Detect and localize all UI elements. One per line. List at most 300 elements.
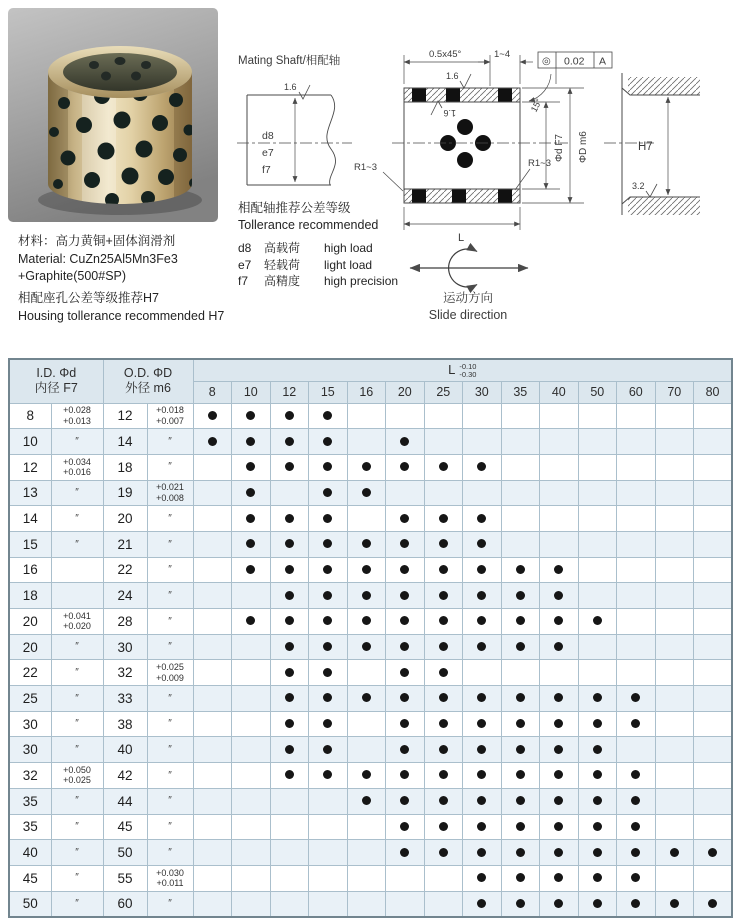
length-availability-cell	[694, 429, 733, 455]
length-availability-cell	[655, 840, 694, 866]
id-tolerance-cell	[51, 686, 103, 712]
length-availability-cell	[617, 506, 656, 532]
l-column-header: 30	[463, 381, 502, 403]
availability-dot	[516, 693, 525, 702]
length-availability-cell	[270, 865, 309, 891]
length-availability-cell	[232, 403, 271, 429]
id-value-cell: 16	[9, 557, 51, 583]
length-availability-cell	[424, 480, 463, 506]
id-header-line2: 内径 F7	[34, 381, 78, 396]
length-availability-cell	[232, 763, 271, 789]
length-availability-cell	[347, 814, 386, 840]
length-availability-cell	[501, 891, 540, 917]
id-tolerance-cell	[51, 429, 103, 455]
table-row	[9, 788, 732, 814]
grade-e7-label: e7	[262, 147, 274, 159]
availability-dot	[323, 462, 332, 471]
grade-cn: 高载荷	[264, 241, 301, 255]
availability-dot	[439, 565, 448, 574]
availability-dot	[516, 719, 525, 728]
availability-dot	[477, 693, 486, 702]
length-availability-cell	[270, 480, 309, 506]
availability-dot	[400, 848, 409, 857]
length-availability-cell	[501, 865, 540, 891]
availability-dot	[362, 642, 371, 651]
availability-dot	[400, 668, 409, 677]
grade-code: e7	[238, 257, 252, 272]
length-availability-cell	[424, 429, 463, 455]
od-value-cell: 33	[103, 686, 147, 712]
grade-legend	[238, 240, 398, 290]
length-availability-cell	[617, 711, 656, 737]
ditto-mark: ″	[75, 744, 79, 756]
availability-dot	[208, 411, 217, 420]
length-availability-cell	[694, 557, 733, 583]
length-availability-cell	[463, 788, 502, 814]
ditto-mark: ″	[75, 666, 79, 678]
length-availability-cell	[309, 454, 348, 480]
id-tolerance-cell	[51, 660, 103, 686]
length-availability-cell	[694, 506, 733, 532]
length-availability-cell	[655, 403, 694, 429]
availability-dot	[593, 848, 602, 857]
length-availability-cell	[386, 583, 425, 609]
table-row	[9, 865, 732, 891]
section-diagram	[354, 49, 612, 244]
length-availability-cell	[578, 583, 617, 609]
length-availability-cell	[578, 865, 617, 891]
id-value-cell: 12	[9, 454, 51, 480]
availability-dot	[631, 873, 640, 882]
od-value-cell: 21	[103, 531, 147, 557]
length-availability-cell	[232, 711, 271, 737]
availability-dot	[362, 693, 371, 702]
availability-dot	[477, 514, 486, 523]
availability-dot	[400, 796, 409, 805]
availability-dot	[554, 848, 563, 857]
length-availability-cell	[270, 660, 309, 686]
length-availability-cell	[578, 814, 617, 840]
od-header-line2: 外径 m6	[125, 381, 171, 396]
length-availability-cell	[347, 840, 386, 866]
od-tolerance-cell: +0.018 +0.007	[147, 403, 193, 429]
length-availability-cell	[463, 763, 502, 789]
length-availability-cell	[270, 814, 309, 840]
length-availability-cell	[386, 609, 425, 635]
table-row	[9, 840, 732, 866]
od-value-cell: 38	[103, 711, 147, 737]
length-availability-cell	[270, 788, 309, 814]
length-availability-cell	[193, 763, 232, 789]
length-availability-cell	[540, 763, 579, 789]
availability-dot	[285, 668, 294, 677]
length-availability-cell	[578, 840, 617, 866]
availability-dot	[285, 693, 294, 702]
ditto-mark: ″	[75, 487, 79, 499]
grade-f7-label: f7	[262, 164, 271, 176]
length-availability-cell	[309, 531, 348, 557]
length-availability-cell	[578, 788, 617, 814]
table-row	[9, 557, 732, 583]
length-availability-cell	[193, 531, 232, 557]
id-value-cell: 35	[9, 814, 51, 840]
ditto-mark: ″	[168, 615, 172, 627]
availability-dot	[477, 462, 486, 471]
availability-dot	[516, 822, 525, 831]
chamfer-label: 0.5x45°	[429, 49, 462, 60]
id-tolerance-cell	[51, 557, 103, 583]
length-availability-cell	[232, 660, 271, 686]
length-availability-cell	[540, 788, 579, 814]
availability-dot	[285, 411, 294, 420]
availability-dot	[400, 642, 409, 651]
length-availability-cell	[309, 891, 348, 917]
id-tolerance-cell: +0.041 +0.020	[51, 609, 103, 635]
id-tolerance-cell: +0.028 +0.013	[51, 403, 103, 429]
length-availability-cell	[424, 814, 463, 840]
length-availability-cell	[386, 557, 425, 583]
length-availability-cell	[270, 454, 309, 480]
availability-dot	[554, 899, 563, 908]
availability-dot	[323, 719, 332, 728]
length-availability-cell	[309, 763, 348, 789]
ditto-mark: ″	[75, 512, 79, 524]
availability-dot	[400, 693, 409, 702]
od-tolerance-cell	[147, 788, 193, 814]
length-availability-cell	[386, 506, 425, 532]
length-availability-cell	[270, 506, 309, 532]
length-availability-cell	[694, 711, 733, 737]
length-availability-cell	[617, 686, 656, 712]
availability-dot	[593, 616, 602, 625]
slide-direction-cn: 运动方向	[442, 291, 494, 305]
availability-dot	[285, 514, 294, 523]
l-column-header: 80	[694, 381, 733, 403]
length-availability-cell	[386, 454, 425, 480]
id-value-cell: 10	[9, 429, 51, 455]
availability-dot	[439, 642, 448, 651]
table-row	[9, 429, 732, 455]
id-tolerance-cell	[51, 711, 103, 737]
id-column-header	[9, 359, 103, 403]
length-availability-cell	[694, 480, 733, 506]
ditto-mark: ″	[168, 641, 172, 653]
length-availability-cell	[386, 634, 425, 660]
availability-dot	[631, 693, 640, 702]
ditto-mark: ″	[75, 718, 79, 730]
availability-dot	[477, 899, 486, 908]
availability-dot	[631, 899, 640, 908]
length-availability-cell	[232, 686, 271, 712]
ditto-mark: ″	[75, 692, 79, 704]
length-availability-cell	[386, 763, 425, 789]
availability-dot	[246, 565, 255, 574]
length-availability-cell	[655, 480, 694, 506]
shaft-tolerance-cn: 相配轴推荐公差等级	[238, 201, 351, 215]
id-value-cell: 14	[9, 506, 51, 532]
length-availability-cell	[578, 634, 617, 660]
length-availability-cell	[501, 531, 540, 557]
availability-dot	[246, 514, 255, 523]
availability-dot	[246, 437, 255, 446]
surface-finish-icon	[646, 184, 657, 197]
length-availability-cell	[424, 788, 463, 814]
plug-depth-label: 1~4	[494, 49, 511, 60]
table-row	[9, 531, 732, 557]
length-availability-cell	[270, 634, 309, 660]
length-availability-cell	[540, 660, 579, 686]
id-tolerance-cell	[51, 840, 103, 866]
length-availability-cell	[617, 840, 656, 866]
availability-dot	[323, 642, 332, 651]
od-column-header	[103, 359, 193, 403]
availability-dot	[362, 770, 371, 779]
length-availability-cell	[463, 840, 502, 866]
availability-dot	[516, 770, 525, 779]
ditto-mark: ″	[168, 769, 172, 781]
length-availability-cell	[694, 737, 733, 763]
table-row	[9, 891, 732, 917]
availability-dot	[477, 848, 486, 857]
id-value-cell: 8	[9, 403, 51, 429]
length-availability-cell	[617, 814, 656, 840]
length-availability-cell	[578, 711, 617, 737]
availability-dot	[554, 719, 563, 728]
length-availability-cell	[347, 865, 386, 891]
length-availability-cell	[655, 454, 694, 480]
length-availability-cell	[694, 660, 733, 686]
availability-dot	[516, 745, 525, 754]
length-availability-cell	[270, 429, 309, 455]
l-tolerance-upper: -0.10	[459, 361, 477, 371]
availability-dot	[439, 539, 448, 548]
availability-dot	[554, 796, 563, 805]
availability-dot	[323, 591, 332, 600]
mating-shaft-diagram	[237, 53, 352, 185]
ditto-mark: ″	[168, 538, 172, 550]
length-availability-cell	[193, 660, 232, 686]
length-availability-cell	[463, 865, 502, 891]
length-availability-cell	[540, 865, 579, 891]
availability-dot	[439, 514, 448, 523]
l-column-header: 25	[424, 381, 463, 403]
id-value-cell: 22	[9, 660, 51, 686]
availability-dot	[439, 719, 448, 728]
length-availability-cell	[386, 814, 425, 840]
length-availability-cell	[309, 583, 348, 609]
length-availability-cell	[463, 583, 502, 609]
l-column-header: 70	[655, 381, 694, 403]
length-availability-cell	[424, 506, 463, 532]
id-tolerance-cell	[51, 788, 103, 814]
housing-finish-label: 3.2	[632, 181, 645, 191]
length-availability-cell	[501, 609, 540, 635]
length-availability-cell	[463, 609, 502, 635]
length-availability-cell	[463, 403, 502, 429]
table-row	[9, 660, 732, 686]
length-availability-cell	[694, 531, 733, 557]
availability-dot	[362, 591, 371, 600]
length-availability-cell	[655, 891, 694, 917]
length-availability-cell	[347, 609, 386, 635]
length-availability-cell	[232, 583, 271, 609]
grade-cn: 轻载荷	[264, 257, 301, 272]
grade-row	[238, 257, 398, 274]
od-tolerance-cell	[147, 737, 193, 763]
length-availability-cell	[463, 686, 502, 712]
length-availability-cell	[386, 480, 425, 506]
availability-dot	[439, 770, 448, 779]
od-value-cell: 12	[103, 403, 147, 429]
length-availability-cell	[193, 737, 232, 763]
availability-dot	[246, 488, 255, 497]
length-availability-cell	[193, 480, 232, 506]
availability-dot	[593, 770, 602, 779]
length-availability-cell	[578, 686, 617, 712]
length-availability-cell	[501, 506, 540, 532]
finish-bore-label: 1.6	[443, 108, 456, 118]
length-availability-cell	[309, 403, 348, 429]
od-value-cell: 18	[103, 454, 147, 480]
id-tolerance-cell	[51, 865, 103, 891]
length-availability-cell	[193, 891, 232, 917]
od-value-cell: 19	[103, 480, 147, 506]
length-availability-cell	[463, 480, 502, 506]
table-row	[9, 634, 732, 660]
length-availability-cell	[309, 814, 348, 840]
concentricity-icon: ◎	[542, 56, 551, 67]
length-availability-cell	[309, 737, 348, 763]
length-availability-cell	[193, 429, 232, 455]
length-availability-cell	[309, 429, 348, 455]
mating-shaft-title: Mating Shaft/相配轴	[238, 55, 341, 67]
availability-dot	[285, 539, 294, 548]
length-availability-cell	[578, 891, 617, 917]
grade-code: f7	[238, 274, 249, 288]
id-value-cell: 20	[9, 634, 51, 660]
surface-finish-icon	[460, 74, 471, 88]
length-availability-cell	[617, 660, 656, 686]
table-row	[9, 454, 732, 480]
length-availability-cell	[424, 634, 463, 660]
length-availability-cell	[424, 403, 463, 429]
od-tolerance-cell	[147, 583, 193, 609]
length-availability-cell	[655, 763, 694, 789]
availability-dot	[516, 642, 525, 651]
length-availability-cell	[578, 429, 617, 455]
length-availability-cell	[193, 840, 232, 866]
length-availability-cell	[347, 891, 386, 917]
availability-dot	[477, 796, 486, 805]
length-availability-cell	[617, 788, 656, 814]
length-availability-cell	[386, 531, 425, 557]
length-availability-cell	[270, 609, 309, 635]
length-availability-cell	[193, 557, 232, 583]
l-tolerance-lower: -0.30	[459, 369, 477, 379]
availability-dot	[285, 719, 294, 728]
od-tolerance-cell: +0.030 +0.011	[147, 865, 193, 891]
slide-direction-en: Slide direction	[428, 308, 508, 322]
availability-dot	[400, 719, 409, 728]
availability-dot	[362, 462, 371, 471]
od-tolerance-cell	[147, 531, 193, 557]
finish-top-label: 1.6	[446, 71, 459, 81]
availability-dot	[631, 822, 640, 831]
length-availability-cell	[193, 506, 232, 532]
od-value-cell: 24	[103, 583, 147, 609]
availability-dot	[593, 796, 602, 805]
datum-label: A	[599, 55, 607, 68]
length-availability-cell	[540, 814, 579, 840]
l-column-header: 50	[578, 381, 617, 403]
ditto-mark: ″	[75, 872, 79, 884]
availability-dot	[439, 796, 448, 805]
od-value-cell: 30	[103, 634, 147, 660]
availability-dot	[631, 848, 640, 857]
availability-dot	[439, 591, 448, 600]
availability-dot	[246, 462, 255, 471]
length-availability-cell	[463, 634, 502, 660]
availability-dot	[554, 873, 563, 882]
availability-dot	[323, 565, 332, 574]
id-value-cell: 15	[9, 531, 51, 557]
length-availability-cell	[270, 531, 309, 557]
od-value-cell: 28	[103, 609, 147, 635]
length-availability-cell	[694, 865, 733, 891]
availability-dot	[631, 719, 640, 728]
length-availability-cell	[655, 557, 694, 583]
availability-dot	[400, 539, 409, 548]
length-availability-cell	[617, 403, 656, 429]
length-availability-cell	[309, 506, 348, 532]
availability-dot	[593, 719, 602, 728]
availability-dot	[323, 411, 332, 420]
od-tolerance-cell	[147, 891, 193, 917]
grade-cn: 高精度	[264, 274, 301, 288]
length-availability-cell	[309, 557, 348, 583]
length-availability-cell	[540, 480, 579, 506]
length-availability-cell	[270, 557, 309, 583]
plug-angle-label: 15°	[528, 96, 544, 114]
length-availability-cell	[655, 814, 694, 840]
length-availability-cell	[424, 454, 463, 480]
length-availability-cell	[424, 583, 463, 609]
ditto-mark: ″	[75, 846, 79, 858]
od-tolerance-cell	[147, 557, 193, 583]
availability-dot	[670, 899, 679, 908]
grade-code: d8	[238, 241, 252, 255]
length-availability-cell	[270, 686, 309, 712]
availability-dot	[477, 873, 486, 882]
availability-dot	[516, 873, 525, 882]
od-tolerance-cell	[147, 763, 193, 789]
length-availability-cell	[309, 711, 348, 737]
length-availability-cell	[540, 454, 579, 480]
housing-diagram	[604, 73, 700, 215]
length-availability-cell	[463, 660, 502, 686]
availability-dot	[362, 616, 371, 625]
length-availability-cell	[424, 686, 463, 712]
length-availability-cell	[424, 865, 463, 891]
table-row	[9, 583, 732, 609]
table-row	[9, 814, 732, 840]
length-availability-cell	[617, 557, 656, 583]
od-tolerance-cell	[147, 454, 193, 480]
length-availability-cell	[386, 660, 425, 686]
length-availability-cell	[655, 609, 694, 635]
availability-dot	[285, 591, 294, 600]
length-availability-cell	[386, 429, 425, 455]
